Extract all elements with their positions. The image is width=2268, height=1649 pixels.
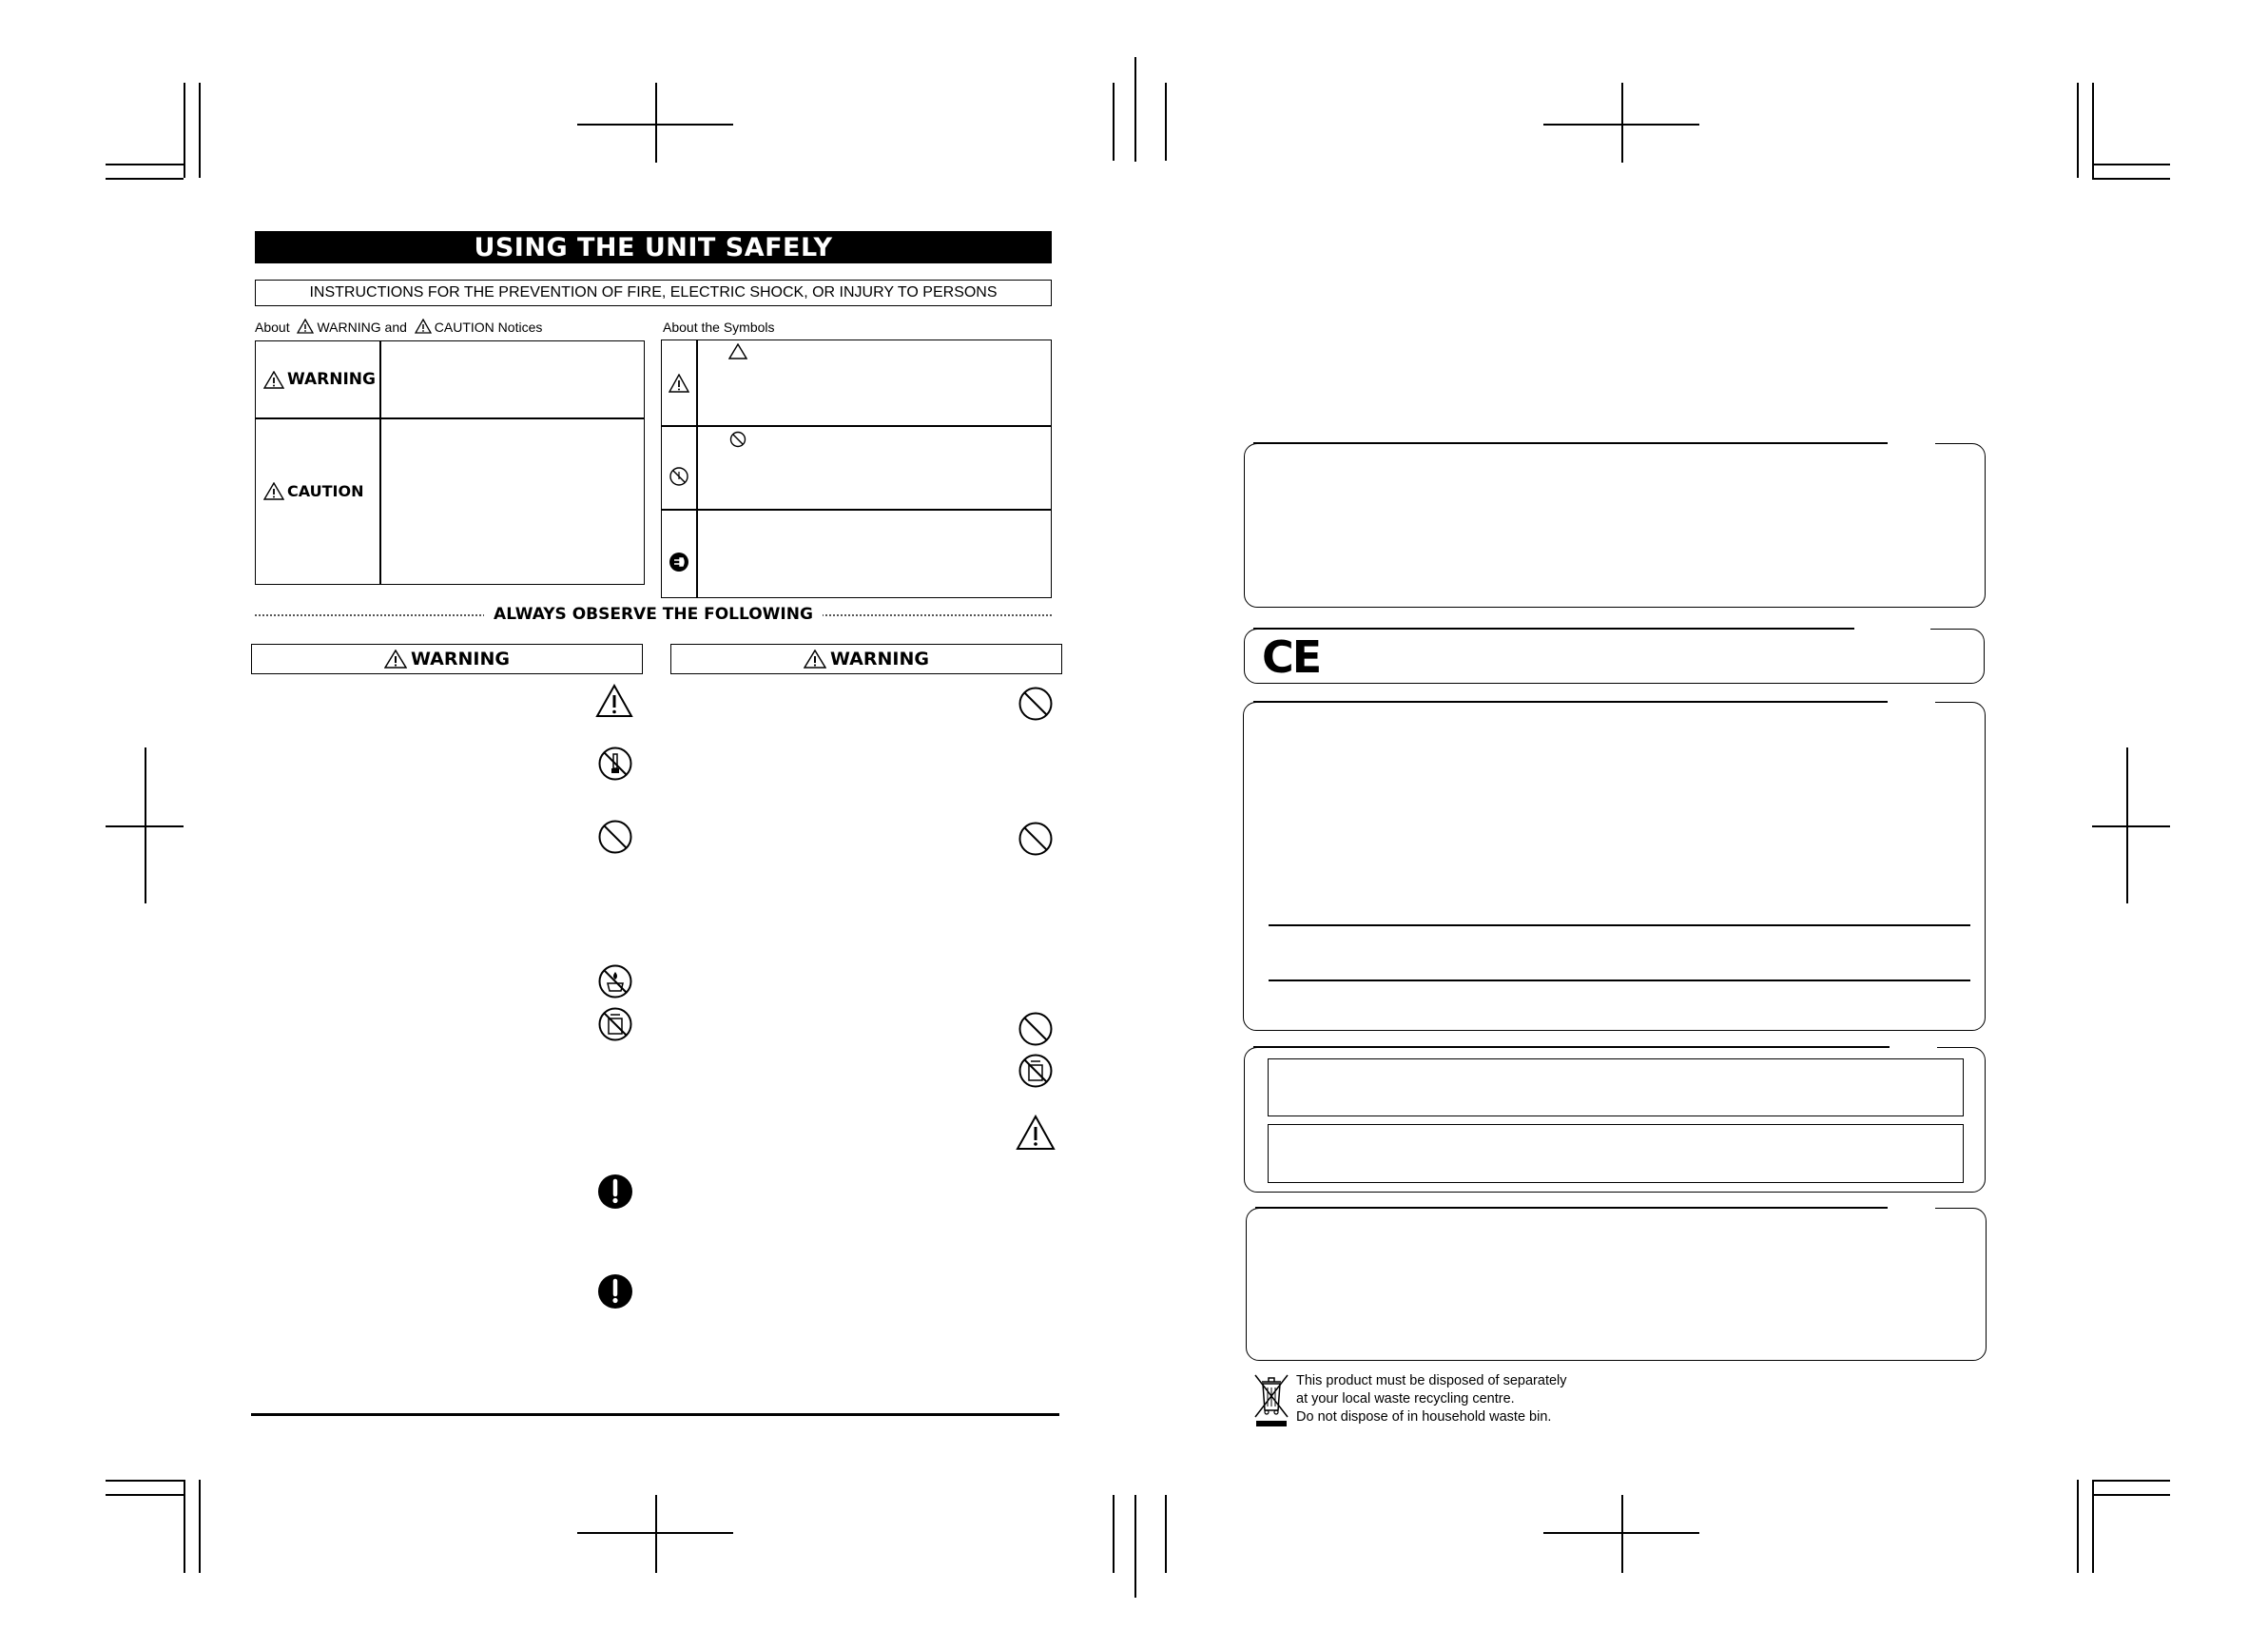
warning-notice-label: WARNING (263, 370, 376, 389)
warning-column-header-right: WARNING (670, 644, 1062, 674)
page-subtitle: INSTRUCTIONS FOR THE PREVENTION OF FIRE, ELECTRIC SHOCK, OR INJURY TO PERSONS (255, 280, 1052, 306)
notices-caption-warning: WARNING (317, 320, 381, 335)
warning-triangle-icon (263, 371, 284, 389)
prohibition-icon (1018, 821, 1054, 857)
do-not-place-near-water-icon (1018, 1053, 1054, 1089)
inner-field-1 (1268, 1058, 1964, 1116)
warning-column-header-left: WARNING (251, 644, 643, 674)
warning-triangle-icon (595, 684, 633, 718)
inner-field-2 (1268, 1124, 1964, 1183)
notices-caption-and: and (384, 320, 407, 335)
small-prohibition-icon (729, 431, 746, 448)
prohibition-icon (1018, 1011, 1054, 1047)
warning-triangle-icon (384, 650, 407, 669)
do-not-disassemble-icon (597, 746, 633, 782)
warning-triangle-icon (263, 482, 284, 500)
weee-line-2: at your local waste recycling centre. (1296, 1391, 1515, 1406)
warning-triangle-icon (1016, 1115, 1056, 1151)
notice-table (255, 340, 645, 585)
prohibition-icon (597, 819, 633, 855)
page-title: USING THE UNIT SAFELY (255, 231, 1052, 263)
mandatory-action-icon (597, 1174, 633, 1210)
notice-box-1 (1244, 443, 1986, 608)
small-triangle-icon (728, 343, 747, 359)
unplug-plug-icon (669, 552, 689, 572)
symbols-caption: About the Symbols (663, 320, 775, 335)
warning-triangle-icon (415, 319, 432, 334)
notices-caption-prefix: About (255, 320, 290, 335)
observe-heading: ALWAYS OBSERVE THE FOLLOWING (255, 605, 1052, 624)
weee-line-3: Do not dispose of in household waste bin. (1296, 1409, 1552, 1425)
prohibition-icon (1018, 686, 1054, 722)
do-not-wet-icon (597, 963, 633, 999)
notices-caption (255, 319, 542, 335)
symbols-table (661, 340, 1052, 598)
warning-triangle-icon (297, 319, 314, 334)
notice-box-5 (1246, 1208, 1987, 1361)
caution-notice-label: CAUTION (263, 482, 363, 500)
notice-box-3 (1243, 702, 1986, 1031)
weee-notice (1296, 1372, 1567, 1426)
footer-rule (251, 1413, 1059, 1416)
crossed-bin-icon (1252, 1372, 1290, 1427)
warning-triangle-icon (669, 374, 689, 393)
ce-mark: CE (1262, 631, 1321, 683)
ce-box (1244, 629, 1985, 684)
prohibition-circle-icon (669, 466, 689, 487)
warning-triangle-icon (804, 650, 826, 669)
do-not-place-near-water-icon (597, 1006, 633, 1042)
notices-caption-caution: CAUTION (434, 320, 494, 335)
notices-caption-suffix: Notices (497, 320, 543, 335)
mandatory-action-icon (597, 1273, 633, 1310)
weee-line-1: This product must be disposed of separately (1296, 1373, 1567, 1388)
